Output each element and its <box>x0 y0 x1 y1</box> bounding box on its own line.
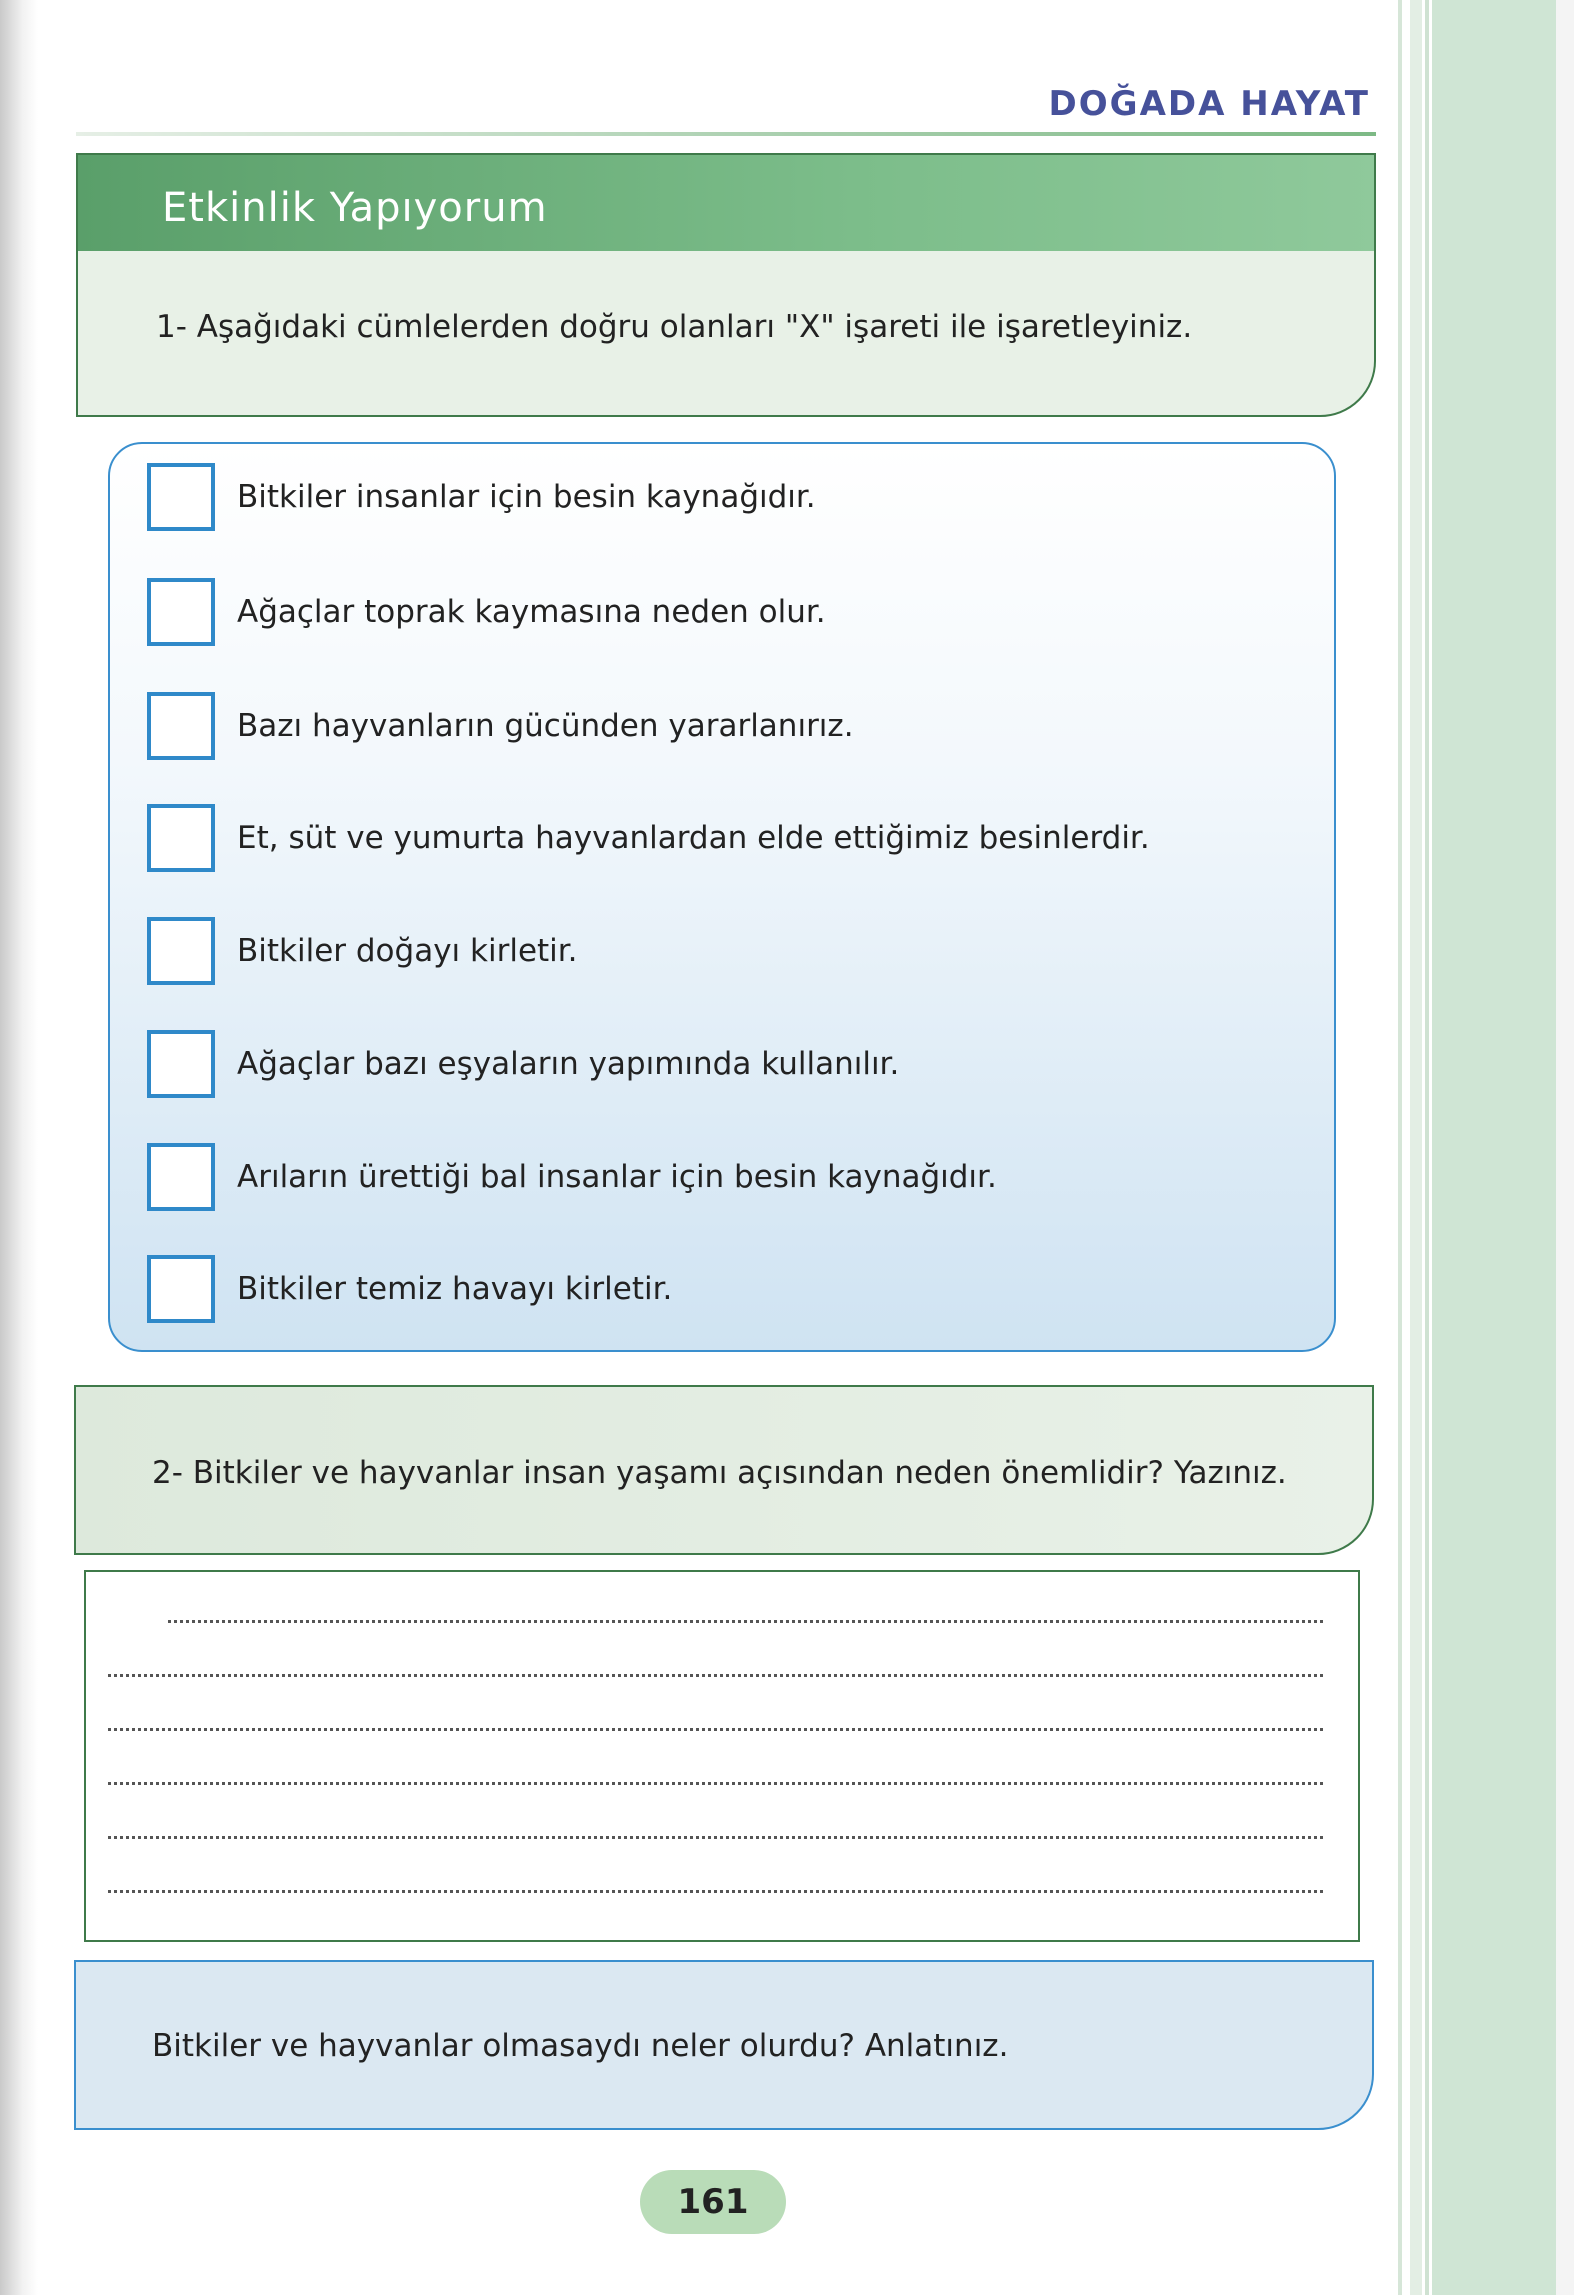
question-2: 2- Bitkiler ve hayvanlar insan yaşamı açısından neden önemlidir? Yazınız. <box>152 1455 1287 1491</box>
checkbox[interactable] <box>147 692 215 760</box>
checklist-item-label: Bitkiler doğayı kirletir. <box>237 933 578 969</box>
checklist-item <box>147 1253 672 1325</box>
checklist-item-label: Et, süt ve yumurta hayvanlardan elde ettiğimiz besinlerdir. <box>237 820 1150 856</box>
decorative-stripe <box>1410 0 1422 2295</box>
checklist-item-label: Ağaçlar toprak kaymasına neden olur. <box>237 594 826 630</box>
page-shadow <box>0 0 38 2295</box>
decorative-stripe <box>1556 0 1574 2295</box>
question-3-box <box>74 1960 1374 2130</box>
checklist-item <box>147 576 826 648</box>
section-title: DOĞADA HAYAT <box>1048 84 1370 124</box>
checkbox[interactable] <box>147 1030 215 1098</box>
decorative-stripe <box>1398 0 1402 2295</box>
checkbox[interactable] <box>147 1255 215 1323</box>
activity-title: Etkinlik Yapıyorum <box>162 185 548 231</box>
checklist-item-label: Bitkiler insanlar için besin kaynağıdır. <box>237 479 816 515</box>
checklist-item-label: Arıların ürettiği bal insanlar için besin kaynağıdır. <box>237 1159 997 1195</box>
decorative-stripe <box>1425 0 1429 2295</box>
activity-box <box>76 153 1376 417</box>
checklist-item <box>147 690 854 762</box>
checklist-item <box>147 802 1150 874</box>
answer-line[interactable] <box>108 1836 1323 1839</box>
checkbox[interactable] <box>147 463 215 531</box>
checkbox[interactable] <box>147 917 215 985</box>
checklist-item <box>147 1141 997 1213</box>
checklist-item <box>147 461 816 533</box>
checklist-item-label: Bazı hayvanların gücünden yararlanırız. <box>237 708 854 744</box>
decorative-stripe <box>1432 0 1556 2295</box>
question-1: 1- Aşağıdaki cümlelerden doğru olanları "X" işareti ile işaretleyiniz. <box>156 309 1193 345</box>
checklist-item-label: Bitkiler temiz havayı kirletir. <box>237 1271 673 1307</box>
question-3: Bitkiler ve hayvanlar olmasaydı neler olurdu? Anlatınız. <box>152 2028 1009 2064</box>
checklist-item-label: Ağaçlar bazı eşyaların yapımında kullanılır. <box>237 1046 900 1082</box>
header-divider <box>76 132 1376 136</box>
checkbox[interactable] <box>147 1143 215 1211</box>
checklist-item <box>147 1028 899 1100</box>
question-2-box <box>74 1385 1374 1555</box>
answer-line[interactable] <box>108 1782 1323 1785</box>
answer-line[interactable] <box>108 1890 1323 1893</box>
answer-line[interactable] <box>168 1620 1323 1623</box>
answer-line[interactable] <box>108 1674 1323 1677</box>
checkbox[interactable] <box>147 804 215 872</box>
checkbox[interactable] <box>147 578 215 646</box>
page-number: 161 <box>640 2170 786 2234</box>
answer-area[interactable] <box>84 1570 1360 1942</box>
checklist-item <box>147 915 578 987</box>
activity-header <box>78 155 1374 251</box>
answer-line[interactable] <box>108 1728 1323 1731</box>
